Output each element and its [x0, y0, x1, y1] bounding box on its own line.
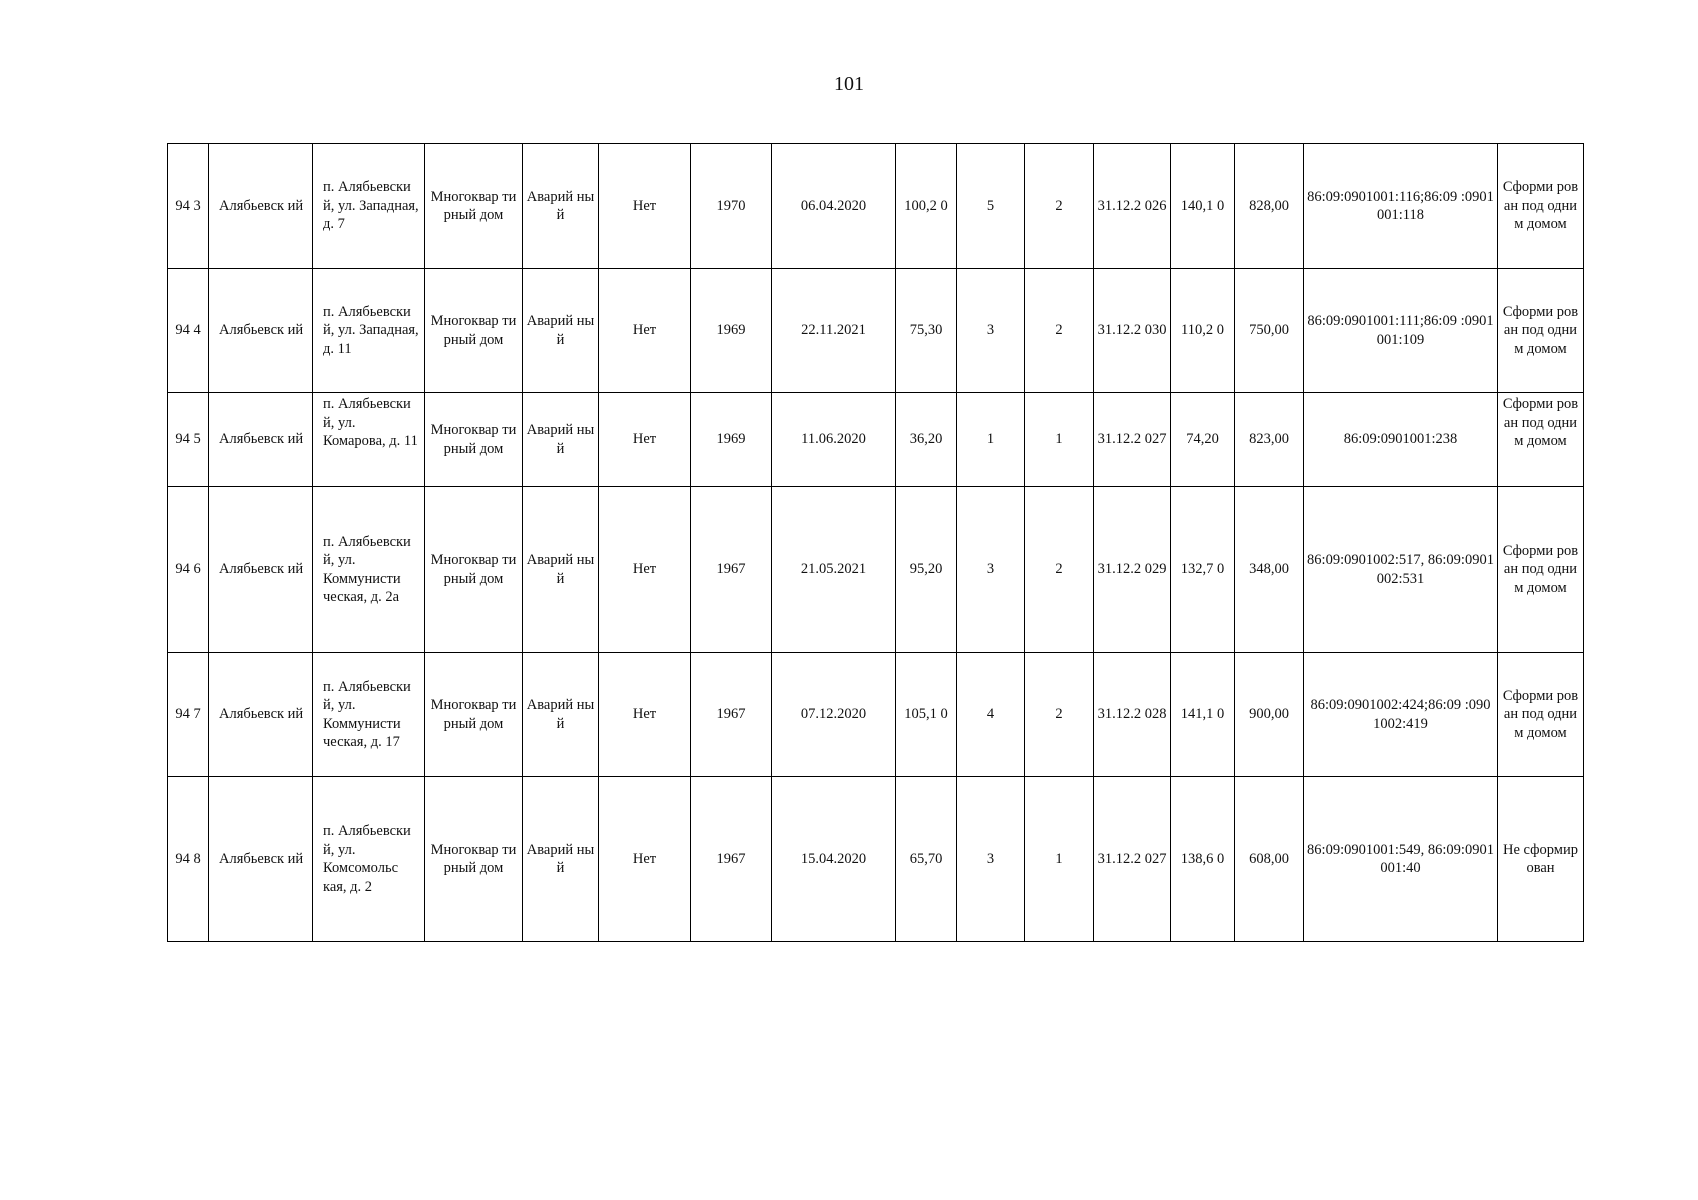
condition-cell: Аварий ный	[523, 653, 599, 777]
area1-cell: 36,20	[896, 393, 957, 487]
count2-cell: 1	[1025, 777, 1094, 942]
status-cell: Сформи рован под одним домом	[1498, 653, 1584, 777]
house-type-cell: Многоквар тирный дом	[425, 269, 523, 393]
condition-cell: Аварий ный	[523, 144, 599, 269]
count1-cell: 4	[957, 653, 1025, 777]
year-cell: 1969	[691, 393, 772, 487]
row-number-cell: 94 4	[168, 269, 209, 393]
status-cell: Не сформир ован	[1498, 777, 1584, 942]
date-cell: 07.12.2020	[772, 653, 896, 777]
row-number-cell: 94 6	[168, 487, 209, 653]
deadline-cell: 31.12.2 027	[1094, 393, 1171, 487]
deadline-cell: 31.12.2 029	[1094, 487, 1171, 653]
address-cell: п. Алябьевски й, ул. Комсомольс кая, д. 2	[313, 777, 425, 942]
status-cell: Сформи рован под одним домом	[1498, 393, 1584, 487]
deadline-cell: 31.12.2 027	[1094, 777, 1171, 942]
count1-cell: 1	[957, 393, 1025, 487]
year-cell: 1967	[691, 653, 772, 777]
area2-cell: 110,2 0	[1171, 269, 1235, 393]
count1-cell: 3	[957, 487, 1025, 653]
sum-cell: 750,00	[1235, 269, 1304, 393]
date-cell: 06.04.2020	[772, 144, 896, 269]
row-number-cell: 94 7	[168, 653, 209, 777]
row-number-cell: 94 3	[168, 144, 209, 269]
area1-cell: 75,30	[896, 269, 957, 393]
house-type-cell: Многоквар тирный дом	[425, 393, 523, 487]
address-cell: п. Алябьевски й, ул. Комарова, д. 11	[313, 393, 425, 487]
flag-cell: Нет	[599, 487, 691, 653]
table-row	[168, 393, 1584, 487]
count2-cell: 2	[1025, 487, 1094, 653]
sum-cell: 900,00	[1235, 653, 1304, 777]
year-cell: 1967	[691, 777, 772, 942]
area2-cell: 138,6 0	[1171, 777, 1235, 942]
date-cell: 11.06.2020	[772, 393, 896, 487]
cadastral-cell: 86:09:0901001:549, 86:09:0901001:40	[1304, 777, 1498, 942]
sum-cell: 828,00	[1235, 144, 1304, 269]
count2-cell: 1	[1025, 393, 1094, 487]
area2-cell: 140,1 0	[1171, 144, 1235, 269]
count2-cell: 2	[1025, 653, 1094, 777]
condition-cell: Аварий ный	[523, 777, 599, 942]
deadline-cell: 31.12.2 030	[1094, 269, 1171, 393]
house-type-cell: Многоквар тирный дом	[425, 144, 523, 269]
year-cell: 1970	[691, 144, 772, 269]
table-row	[168, 653, 1584, 777]
date-cell: 15.04.2020	[772, 777, 896, 942]
table-row	[168, 777, 1584, 942]
condition-cell: Аварий ный	[523, 393, 599, 487]
condition-cell: Аварий ный	[523, 269, 599, 393]
status-cell: Сформи рован под одним домом	[1498, 269, 1584, 393]
municipality-cell: Алябьевск ий	[209, 653, 313, 777]
count2-cell: 2	[1025, 144, 1094, 269]
count1-cell: 5	[957, 144, 1025, 269]
flag-cell: Нет	[599, 653, 691, 777]
deadline-cell: 31.12.2 026	[1094, 144, 1171, 269]
area1-cell: 65,70	[896, 777, 957, 942]
cadastral-cell: 86:09:0901001:111;86:09 :0901001:109	[1304, 269, 1498, 393]
flag-cell: Нет	[599, 393, 691, 487]
table-row	[168, 144, 1584, 269]
housing-register-table	[167, 143, 1584, 942]
house-type-cell: Многоквар тирный дом	[425, 487, 523, 653]
sum-cell: 348,00	[1235, 487, 1304, 653]
row-number-cell: 94 8	[168, 777, 209, 942]
area2-cell: 74,20	[1171, 393, 1235, 487]
address-cell: п. Алябьевски й, ул. Западная, д. 11	[313, 269, 425, 393]
row-number-cell: 94 5	[168, 393, 209, 487]
page-number: 101	[834, 73, 864, 95]
sum-cell: 823,00	[1235, 393, 1304, 487]
count1-cell: 3	[957, 269, 1025, 393]
address-cell: п. Алябьевски й, ул. Коммунисти ческая, д. 2а	[313, 487, 425, 653]
cadastral-cell: 86:09:0901001:116;86:09 :0901001:118	[1304, 144, 1498, 269]
flag-cell: Нет	[599, 144, 691, 269]
date-cell: 21.05.2021	[772, 487, 896, 653]
cadastral-cell: 86:09:0901002:517, 86:09:0901002:531	[1304, 487, 1498, 653]
cadastral-cell: 86:09:0901001:238	[1304, 393, 1498, 487]
year-cell: 1969	[691, 269, 772, 393]
area1-cell: 95,20	[896, 487, 957, 653]
area2-cell: 132,7 0	[1171, 487, 1235, 653]
area2-cell: 141,1 0	[1171, 653, 1235, 777]
municipality-cell: Алябьевск ий	[209, 144, 313, 269]
municipality-cell: Алябьевск ий	[209, 393, 313, 487]
flag-cell: Нет	[599, 777, 691, 942]
municipality-cell: Алябьевск ий	[209, 487, 313, 653]
condition-cell: Аварий ный	[523, 487, 599, 653]
municipality-cell: Алябьевск ий	[209, 777, 313, 942]
status-cell: Сформи рован под одним домом	[1498, 487, 1584, 653]
address-cell: п. Алябьевски й, ул. Коммунисти ческая, д. 17	[313, 653, 425, 777]
table-row	[168, 269, 1584, 393]
house-type-cell: Многоквар тирный дом	[425, 777, 523, 942]
table-row	[168, 487, 1584, 653]
status-cell: Сформи рован под одним домом	[1498, 144, 1584, 269]
cadastral-cell: 86:09:0901002:424;86:09 :0901002:419	[1304, 653, 1498, 777]
area1-cell: 105,1 0	[896, 653, 957, 777]
municipality-cell: Алябьевск ий	[209, 269, 313, 393]
count2-cell: 2	[1025, 269, 1094, 393]
date-cell: 22.11.2021	[772, 269, 896, 393]
area1-cell: 100,2 0	[896, 144, 957, 269]
flag-cell: Нет	[599, 269, 691, 393]
house-type-cell: Многоквар тирный дом	[425, 653, 523, 777]
year-cell: 1967	[691, 487, 772, 653]
address-cell: п. Алябьевски й, ул. Западная, д. 7	[313, 144, 425, 269]
count1-cell: 3	[957, 777, 1025, 942]
sum-cell: 608,00	[1235, 777, 1304, 942]
deadline-cell: 31.12.2 028	[1094, 653, 1171, 777]
